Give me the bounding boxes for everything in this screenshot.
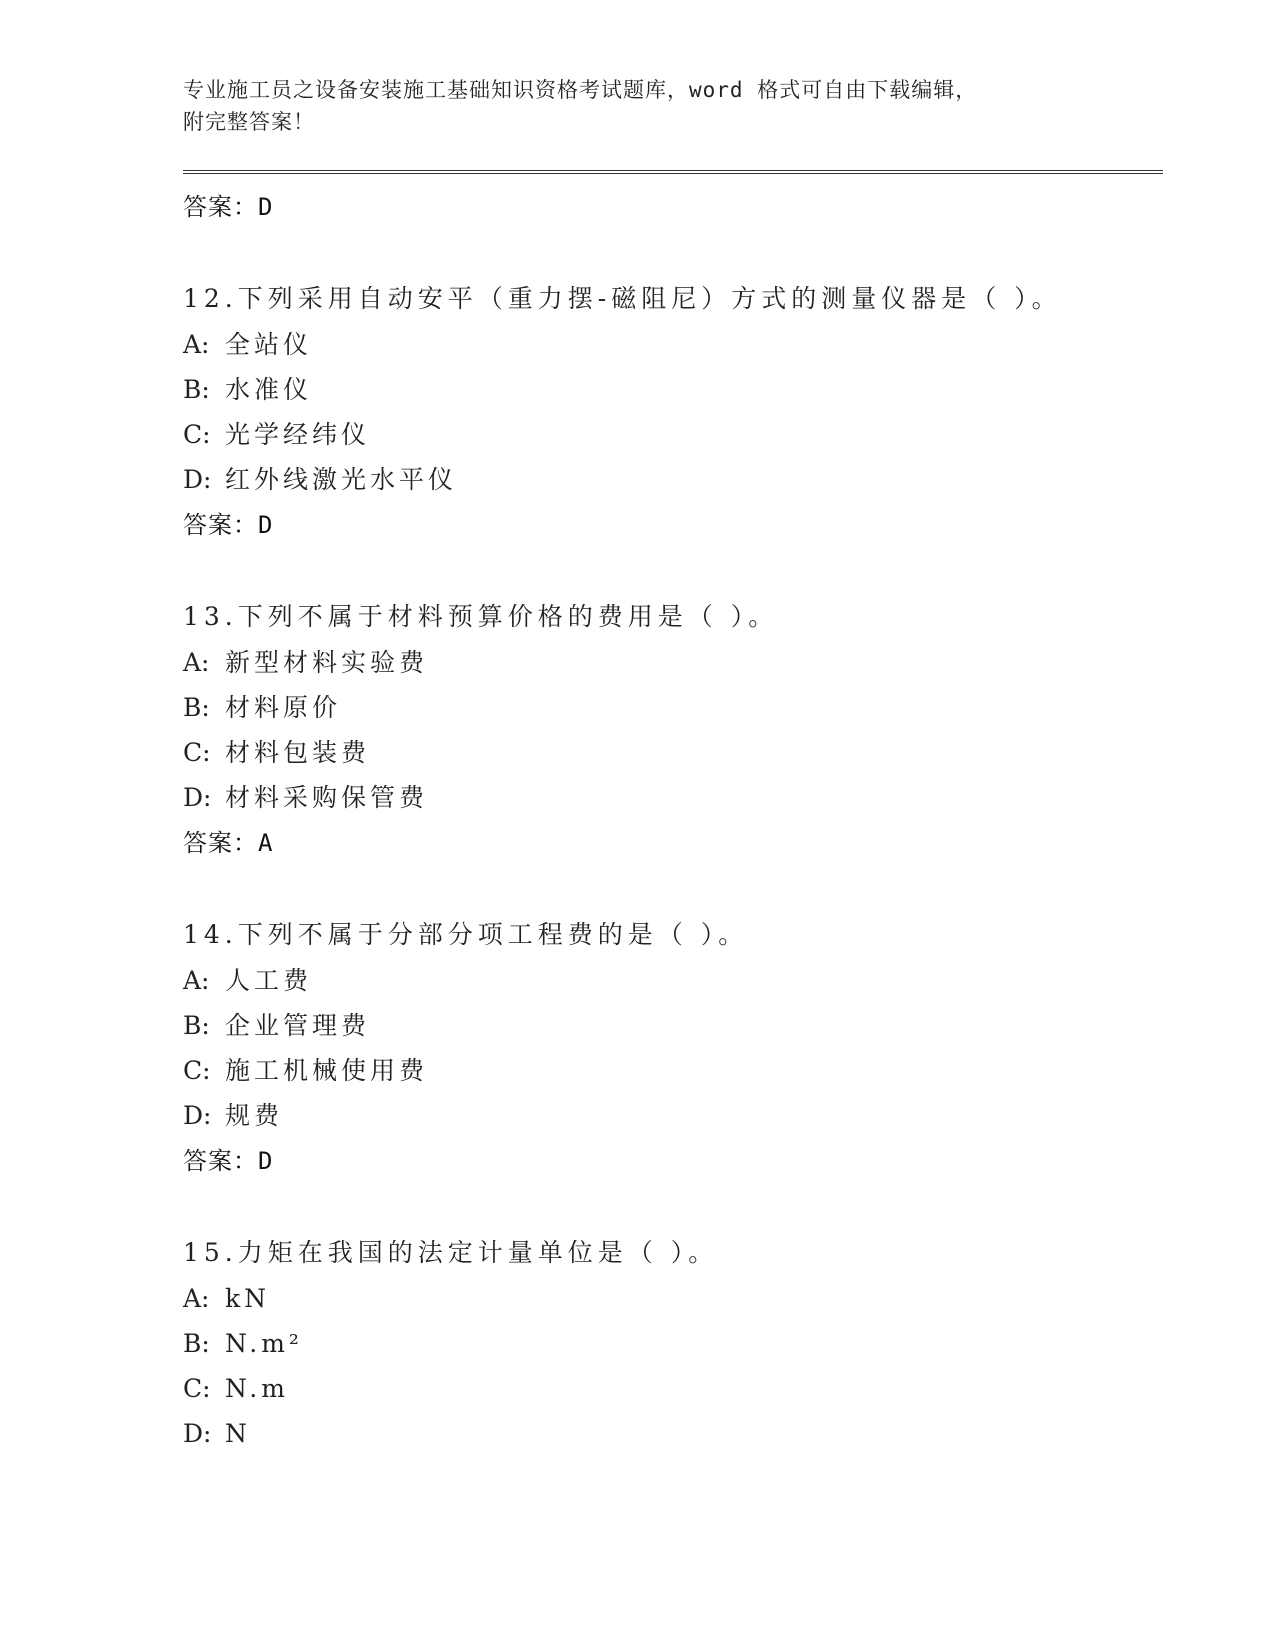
option-letter: C: xyxy=(183,420,211,449)
option-letter: C: xyxy=(183,738,211,767)
option-text: N.m² xyxy=(225,1329,303,1358)
header-divider xyxy=(183,170,1163,174)
option-a xyxy=(183,1276,1163,1321)
option-d xyxy=(183,775,1163,820)
option-c xyxy=(183,1366,1163,1411)
option-text: 人工费 xyxy=(225,966,313,995)
option-text: N xyxy=(225,1419,251,1448)
option-text: kN xyxy=(225,1284,271,1313)
question-12 xyxy=(183,276,1163,548)
option-letter: C: xyxy=(183,1374,211,1403)
question-stem: 13.下列不属于材料预算价格的费用是（ ）。 xyxy=(183,602,779,631)
option-text: 企业管理费 xyxy=(225,1011,371,1040)
option-c xyxy=(183,412,1163,457)
option-letter: A: xyxy=(183,330,210,359)
header-line-2: 附完整答案！ xyxy=(183,110,315,134)
option-letter: B: xyxy=(183,1329,210,1358)
question-15 xyxy=(183,1230,1163,1456)
option-text: 全站仪 xyxy=(225,330,313,359)
answer-line: 答案：A xyxy=(183,829,274,857)
option-c xyxy=(183,1048,1163,1093)
option-letter: A: xyxy=(183,1284,210,1313)
option-a xyxy=(183,640,1163,685)
option-text: 规费 xyxy=(225,1101,284,1130)
option-d xyxy=(183,457,1163,502)
option-b xyxy=(183,367,1163,412)
option-letter: D: xyxy=(183,465,212,494)
option-b xyxy=(183,1003,1163,1048)
option-text: 施工机械使用费 xyxy=(225,1056,429,1085)
option-d xyxy=(183,1411,1163,1456)
answer-line: 答案：D xyxy=(183,1147,274,1175)
question-stem: 14.下列不属于分部分项工程费的是（ ）。 xyxy=(183,920,749,949)
header-line-1: 专业施工员之设备安装施工基础知识资格考试题库，word 格式可自由下载编辑， xyxy=(183,78,978,102)
document-header xyxy=(183,74,1163,138)
option-letter: D: xyxy=(183,783,212,812)
option-letter: B: xyxy=(183,693,210,722)
option-letter: D: xyxy=(183,1419,212,1448)
option-a xyxy=(183,322,1163,367)
question-stem: 15.力矩在我国的法定计量单位是（ ）。 xyxy=(183,1238,719,1267)
option-text: 材料原价 xyxy=(225,693,342,722)
option-b xyxy=(183,1321,1163,1366)
option-letter: B: xyxy=(183,1011,210,1040)
option-letter: A: xyxy=(183,648,210,677)
option-text: 光学经纬仪 xyxy=(225,420,371,449)
option-letter: B: xyxy=(183,375,210,404)
option-c xyxy=(183,730,1163,775)
option-letter: D: xyxy=(183,1101,212,1130)
question-stem: 12.下列采用自动安平（重力摆-磁阻尼）方式的测量仪器是（ ）。 xyxy=(183,284,1062,313)
question-14 xyxy=(183,912,1163,1184)
option-text: 红外线激光水平仪 xyxy=(225,465,458,494)
option-text: 新型材料实验费 xyxy=(225,648,429,677)
option-text: 材料采购保管费 xyxy=(225,783,429,812)
option-a xyxy=(183,958,1163,1003)
option-d xyxy=(183,1093,1163,1138)
option-b xyxy=(183,685,1163,730)
answer-line: 答案：D xyxy=(183,193,274,221)
option-letter: A: xyxy=(183,966,210,995)
question-13 xyxy=(183,594,1163,866)
answer-line: 答案：D xyxy=(183,511,274,539)
option-text: N.m xyxy=(225,1374,289,1403)
document-page xyxy=(183,74,1163,1456)
option-text: 水准仪 xyxy=(225,375,313,404)
option-letter: C: xyxy=(183,1056,211,1085)
option-text: 材料包装费 xyxy=(225,738,371,767)
